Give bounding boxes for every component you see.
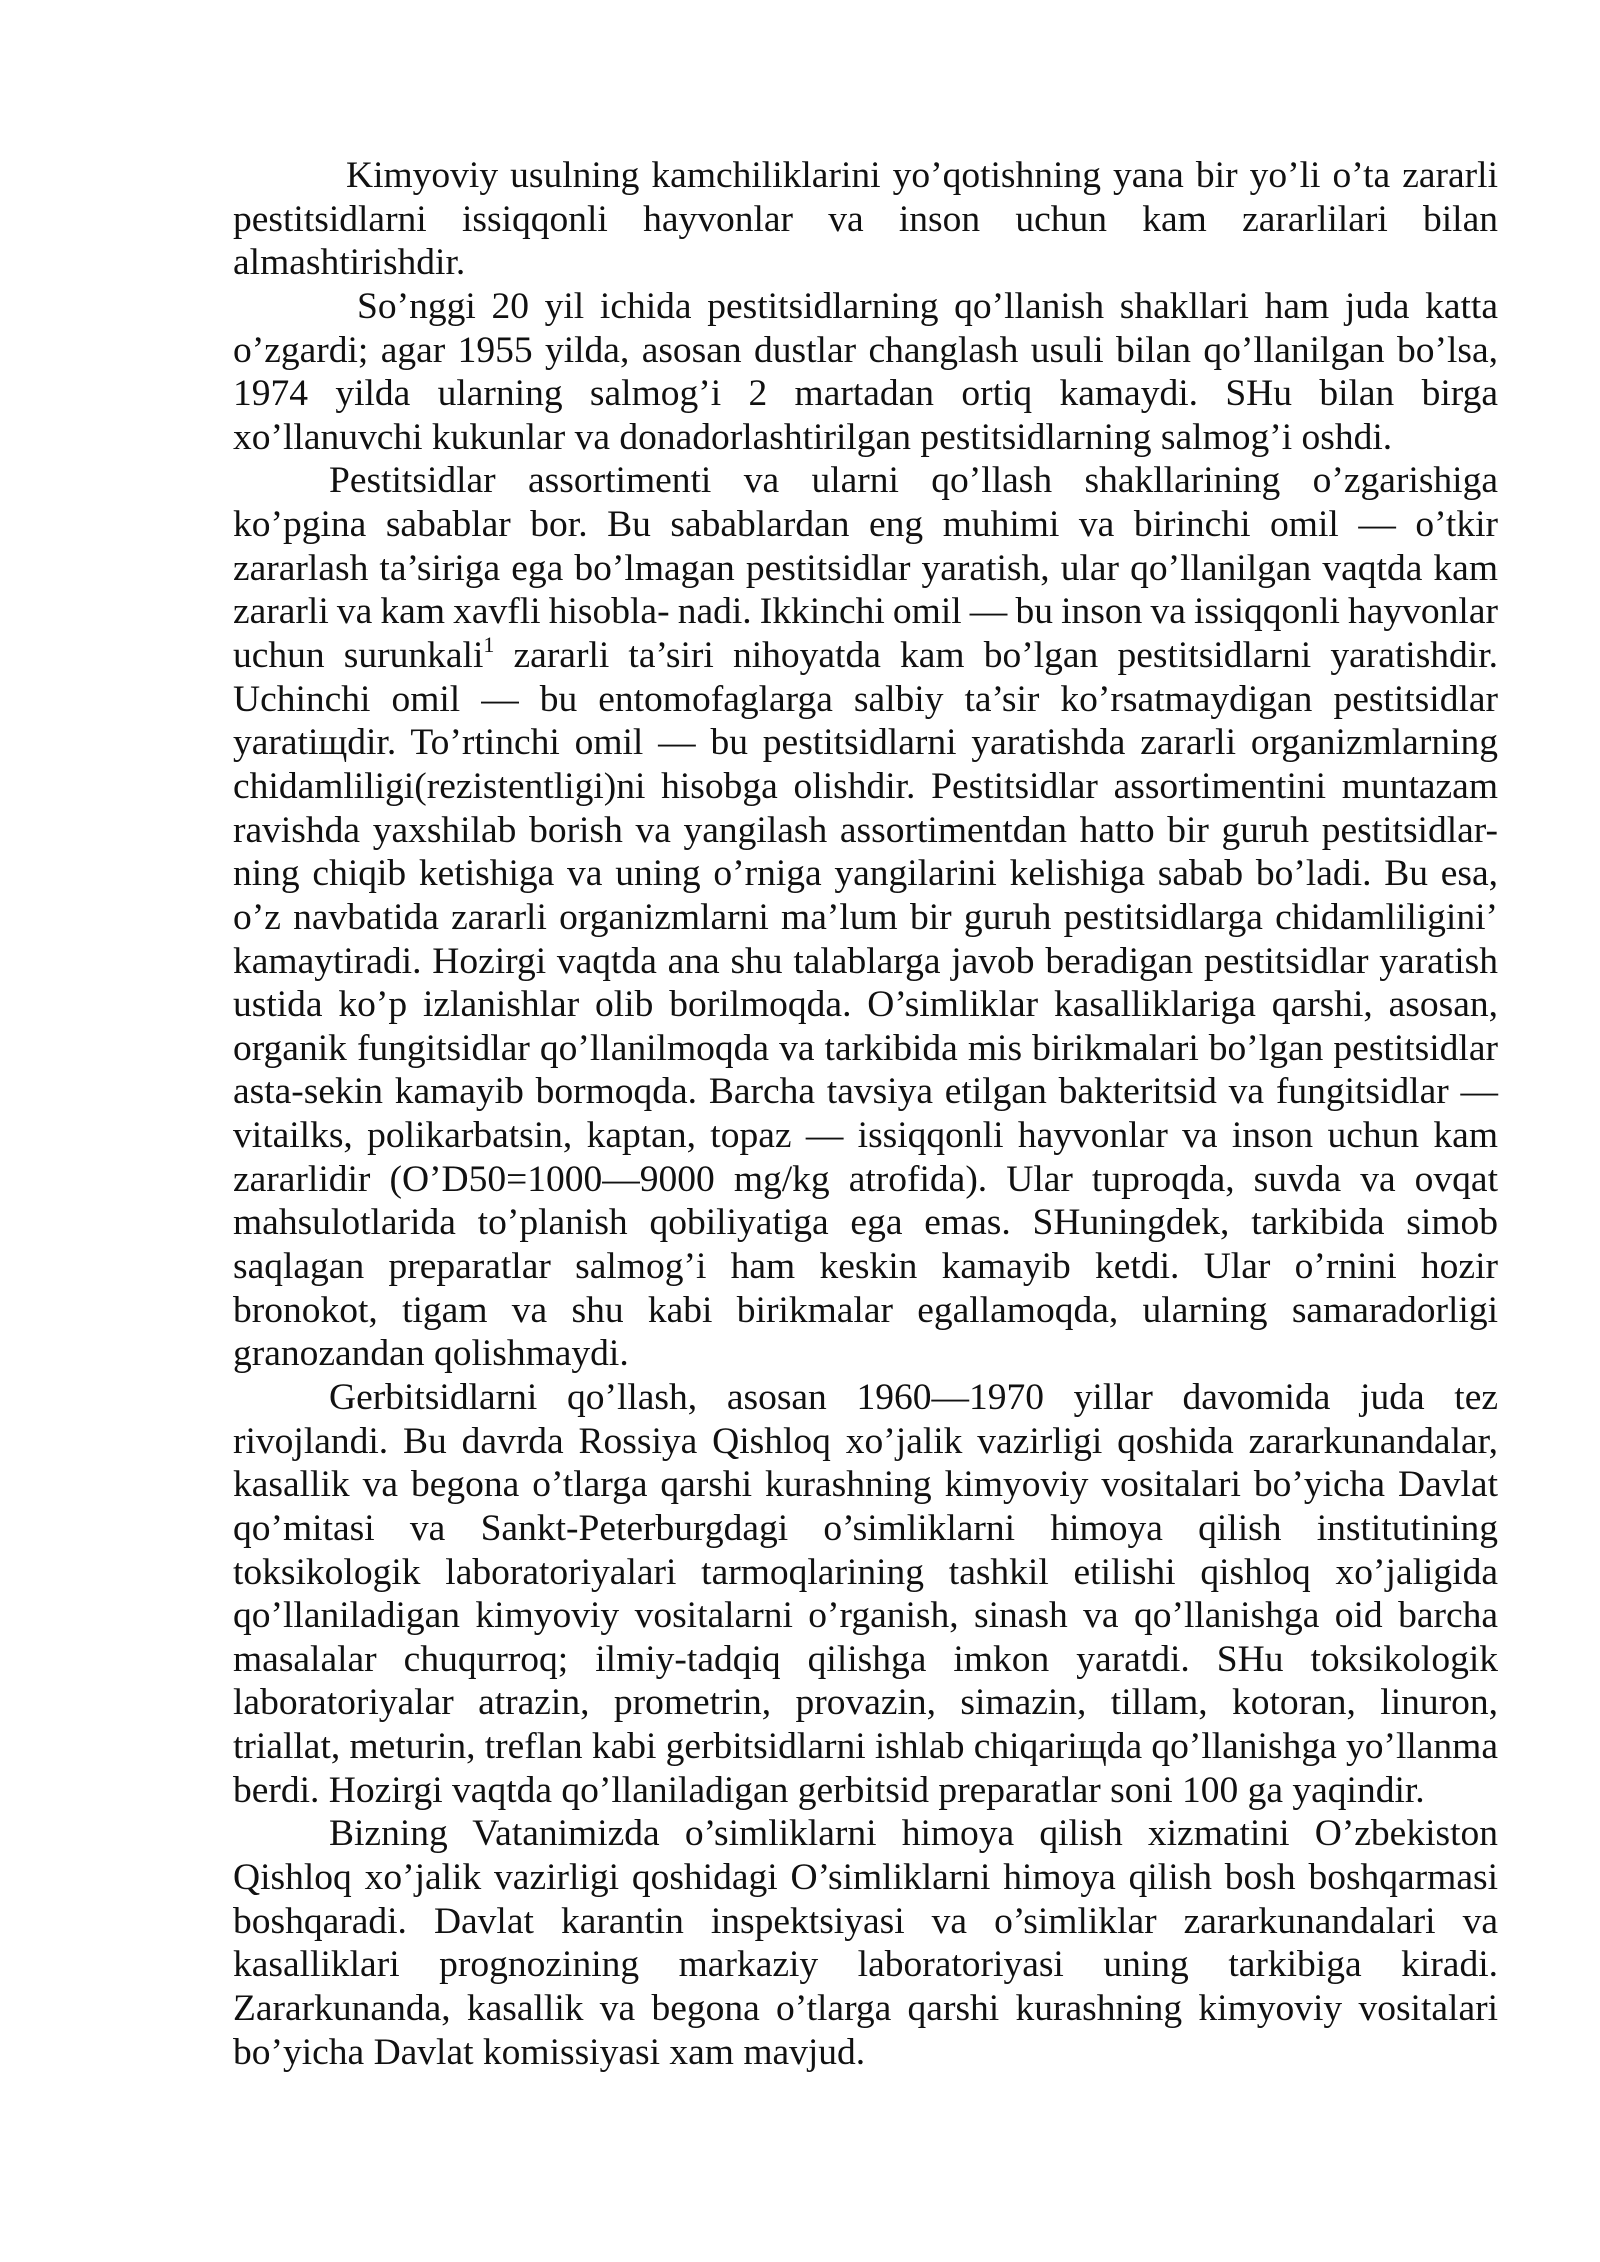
paragraph [233, 154, 1498, 285]
text-line: bronokot, tigam va shu kabi birikmalar egallamoqda, ularning samaradorligi [233, 1289, 1498, 1331]
paragraph [233, 459, 1498, 1375]
text-line: Bizning Vatanimizda o’simliklarni himoya qilish xizmatini O’zbekiston [329, 1813, 1498, 1855]
text-line: masalalar chuqurroq; ilmiy-tadqiq qilishga imkon yaratdi. SHu toksikologik [233, 1638, 1498, 1680]
text-line: Uchinchi omil — bu entomofaglarga salbiy ta’sir ko’rsatmaydigan pestitsidlar [233, 678, 1498, 720]
paragraph [233, 285, 1498, 460]
text-line: mahsulotlarida to’planish qobiliyatiga ega emas. SHuningdek, tarkibida simob [233, 1202, 1498, 1244]
text-line: o’zgardi; agar 1955 yilda, asosan dustlar changlash usuli bilan qo’llanilgan bo’lsa, [233, 329, 1498, 371]
text-line: vitailks, polikarbatsin, kaptan, topaz — issiqqonli hayvonlar va inson uchun kam [233, 1115, 1498, 1157]
text-line: Gerbitsidlarni qo’llash, asosan 1960—1970 yillar davomida juda tez [329, 1376, 1498, 1418]
text-line: So’nggi 20 yil ichida pestitsidlarning qo’llanish shakllari ham juda katta [357, 285, 1498, 327]
text-line: toksikologik laboratoriyalari tarmoqlarining tashkil etilishi qishloq xo’jaligida [233, 1551, 1498, 1593]
text-line: asta-sekin kamayib bormoqda. Barcha tavsiya etilgan bakteritsid va fungitsidlar — [233, 1071, 1498, 1113]
text-line: berdi. Hozirgi vaqtda qo’llaniladigan gerbitsid preparatlar soni 100 ga yaqindir. [233, 1769, 1425, 1811]
text-line: ravishda yaxshilab borish va yangilash assortimentdan hatto bir guruh pestitsidlar- [233, 809, 1498, 851]
text-line: Kimyoviy usulning kamchiliklarini yo’qotishning yana bir yo’li o’ta zararli [346, 155, 1498, 196]
text-line: 1974 yilda ularning salmog’i 2 martadan ortiq kamaydi. SHu bilan birga [233, 373, 1498, 415]
text-line: organik fungitsidlar qo’llanilmoqda va tarkibida mis birikmalari bo’lgan pestitsidlar [233, 1027, 1498, 1069]
line-text: uchun surunkali [233, 635, 484, 677]
paragraph [233, 1812, 1498, 2074]
text-line [233, 631, 1498, 678]
text-line: xo’llanuvchi kukunlar va donadorlashtirilgan pestitsidlarning salmog’i oshdi. [233, 416, 1393, 458]
text-line: zararlash ta’siriga ega bo’lmagan pestitsidlar yaratish, ular qo’llanilgan vaqtda kam [233, 547, 1498, 589]
text-line: kasalliklari prognozining markaziy laboratoriyasi uning tarkibiga kiradi. [233, 1944, 1498, 1986]
text-line: laboratoriyalar atrazin, prometrin, provazin, simazin, tillam, kotoran, linuron, [233, 1682, 1498, 1724]
text-line: Pestitsidlar assortimenti va ularni qo’llash shakllarining o’zgarishiga [329, 460, 1498, 502]
text-line: ko’pgina sabablar bor. Bu sabablardan eng muhimi va birinchi omil — o’tkir [233, 504, 1498, 546]
text-line: zararlidir (O’D50=1000—9000 mg/kg atrofida). Ular tuproqda, suvda va ovqat [233, 1158, 1498, 1200]
text-line: saqlagan preparatlar salmog’i ham keskin kamayib ketdi. Ular o’rnini hozir [233, 1246, 1498, 1288]
text-line: ning chiqib ketishiga va uning o’rniga yangilarini kelishiga sabab bo’ladi. Bu esa, [233, 853, 1498, 895]
text-line: yaratiщdir. To’rtinchi omil — bu pestitsidlarni yaratishda zararli organizmlarning [233, 722, 1498, 764]
text-line: Qishloq xo’jalik vazirligi qoshidagi O’simliklarni himoya qilish bosh boshqarmasi [233, 1856, 1498, 1898]
text-line: Zararkunanda, kasallik va begona o’tlarga qarshi kurashning kimyoviy vositalari [233, 1987, 1498, 2029]
text-line: ustida ko’p izlanishlar olib borilmoqda. O’simliklar kasalliklariga qarshi, asosan, [233, 984, 1498, 1026]
text-line: qo’llaniladigan kimyoviy vositalarni o’rganish, sinash va qo’llanishga oid barcha [233, 1595, 1498, 1637]
text-line: o’z navbatida zararli organizmlarni ma’lum bir guruh pestitsidlarga chidamliligini’ [233, 896, 1498, 938]
text-line: boshqaradi. Davlat karantin inspektsiyasi va o’simliklar zararkunandalari va [233, 1900, 1498, 1942]
text-line: triallat, meturin, treflan kabi gerbitsidlarni ishlab chiqariщda qo’llanishga yo’llanma [233, 1726, 1498, 1768]
text-line: almashtirishdir. [233, 242, 466, 284]
text-line: kamaytiradi. Hozirgi vaqtda ana shu talablarga javob beradigan pestitsidlar yaratish [233, 940, 1498, 982]
document-page [233, 154, 1498, 2074]
text-line: granozandan qolishmaydi. [233, 1333, 629, 1375]
text-line: zararli va kam xavfli hisobla- nadi. Ikkinchi omil — bu inson va issiqqonli hayvonlar [233, 591, 1498, 633]
text-line: kasallik va begona o’tlarga qarshi kurashning kimyoviy vositalari bo’yicha Davlat [233, 1464, 1498, 1506]
footnote-marker: 1 [483, 631, 495, 657]
line-text: zararli ta’siri nihoyatda kam bo’lgan pestitsidlarni yaratishdir. [494, 635, 1498, 677]
text-line: chidamliligi(rezistentligi)ni hisobga olishdir. Pestitsidlar assortimentini muntazam [233, 765, 1498, 807]
text-line: qo’mitasi va Sankt-Peterburgdagi o’simliklarni himoya qilish institutining [233, 1507, 1498, 1549]
text-line: bo’yicha Davlat komissiyasi xam mavjud. [233, 2031, 866, 2073]
paragraph [233, 1376, 1498, 1812]
text-line: rivojlandi. Bu davrda Rossiya Qishloq xo’jalik vazirligi qoshida zararkunandalar, [233, 1420, 1498, 1462]
text-line: pestitsidlarni issiqqonli hayvonlar va inson uchun kam zararlilari bilan [233, 198, 1498, 240]
